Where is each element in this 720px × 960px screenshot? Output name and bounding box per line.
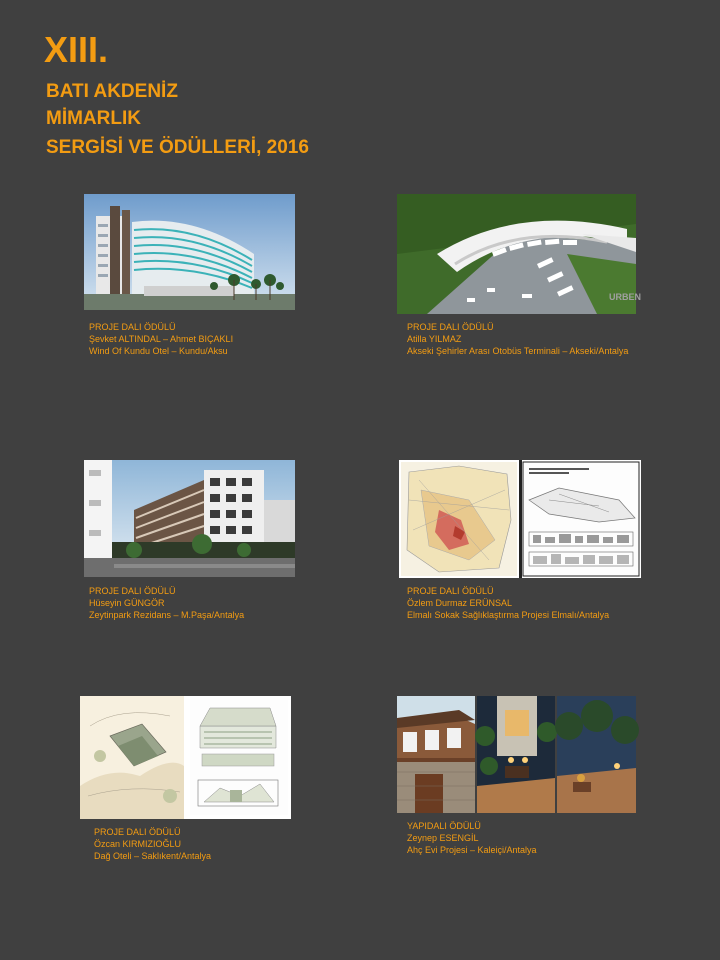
title-line-2: MİMARLIK <box>46 108 141 129</box>
caption-entry-2 <box>407 321 628 357</box>
image-akseki-bus-terminal <box>397 194 642 314</box>
author-names: Şevket ALTINDAL – Ahmet BIÇAKLI <box>89 334 234 344</box>
award-label: PROJE DALI ÖDÜLÜ <box>407 586 494 596</box>
award-label: YAPIDALI ÖDÜLÜ <box>407 821 481 831</box>
author-names: Hüseyin GÜNGÖR <box>89 598 165 608</box>
author-names: Atilla YILMAZ <box>407 334 462 344</box>
image-watermark: URBEN <box>609 292 642 302</box>
project-name: Wind Of Kundu Otel – Kundu/Aksu <box>89 346 228 356</box>
award-label: PROJE DALI ÖDÜLÜ <box>89 322 176 332</box>
image-elmali-street-plans <box>399 460 641 578</box>
image-dag-oteli-sketches <box>80 696 291 819</box>
award-label: PROJE DALI ÖDÜLÜ <box>94 827 181 837</box>
title-line-3: SERGİSİ VE ÖDÜLLERİ, 2016 <box>46 137 309 158</box>
award-label: PROJE DALI ÖDÜLÜ <box>89 586 176 596</box>
project-name: Ahç Evi Projesi – Kaleiçi/Antalya <box>407 845 537 855</box>
image-zeytinpark-residence <box>84 460 295 577</box>
caption-entry-5 <box>94 826 211 862</box>
project-name: Akseki Şehirler Arası Otobüs Terminali – Akseki/Antalya <box>407 346 629 356</box>
caption-entry-3 <box>89 585 244 621</box>
image-wind-of-kundu-hotel <box>84 194 295 310</box>
exhibition-number: XIII. <box>44 29 109 70</box>
caption-entry-6 <box>407 820 537 856</box>
caption-entry-1 <box>89 321 233 357</box>
project-name: Elmalı Sokak Sağlıklaştırma Projesi Elmalı/Antalya <box>407 610 610 620</box>
title-line-1: BATI AKDENİZ <box>46 81 178 102</box>
project-name: Zeytinpark Rezidans – M.Paşa/Antalya <box>89 610 245 620</box>
image-ahc-evi-photos <box>397 696 636 813</box>
author-names: Özlem Durmaz ERÜNSAL <box>407 598 513 608</box>
author-names: Zeynep ESENGİL <box>407 833 479 843</box>
caption-entry-4 <box>407 585 609 621</box>
author-names: Özcan KIRMIZIOĞLU <box>94 839 182 849</box>
project-name: Dağ Oteli – Saklıkent/Antalya <box>94 851 212 861</box>
award-label: PROJE DALI ÖDÜLÜ <box>407 322 494 332</box>
